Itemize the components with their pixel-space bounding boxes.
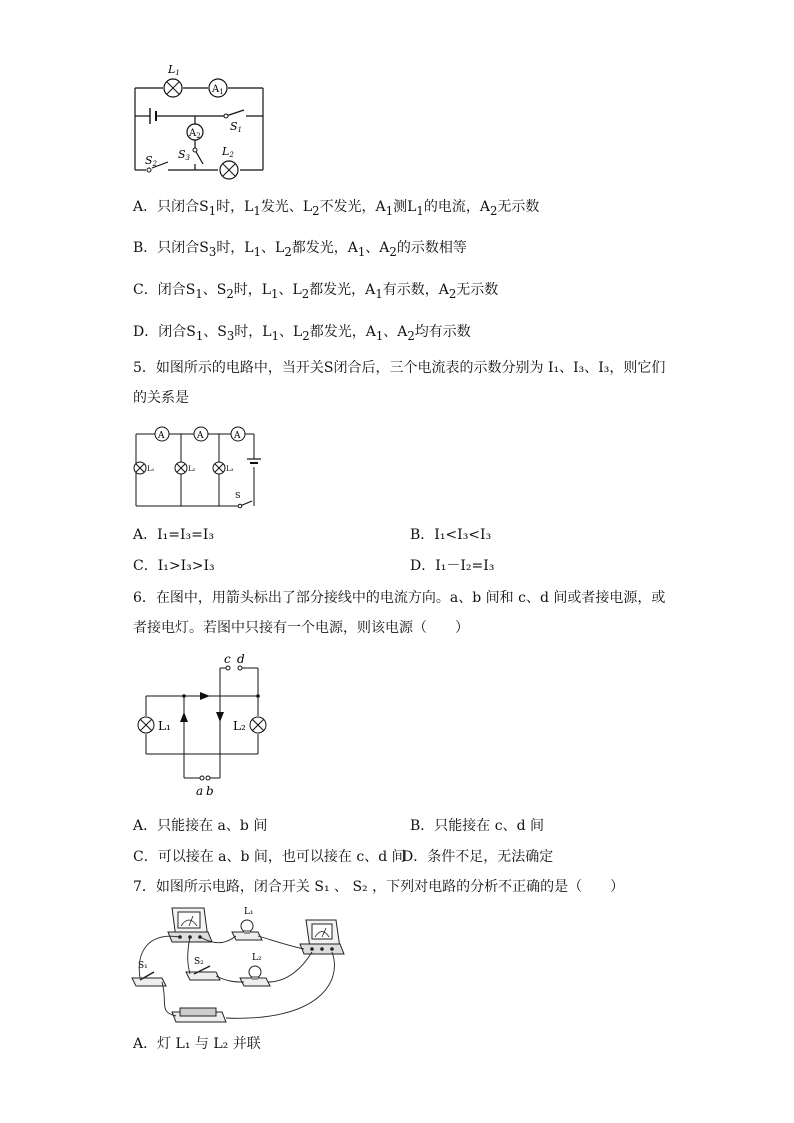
lamp-l2-icon xyxy=(175,462,187,474)
arrow-right-icon xyxy=(200,692,210,700)
svg-text:A1: $A_1$ xyxy=(212,84,224,96)
svg-text:S₁: S₁ xyxy=(138,961,148,971)
q7-stem: 7．如图所示电路，闭合开关 S₁ 、 S₂ ，下列对电路的分析不正确的是（ ） xyxy=(133,879,625,895)
q7-option-a[interactable]: A．灯 L₁ 与 L₂ 并联 xyxy=(133,1036,261,1052)
q5-option-b[interactable]: B．I₁<I₃<I₃ xyxy=(410,527,492,543)
svg-text:L₂: L₂ xyxy=(188,465,196,473)
q6-option-b[interactable]: B．只能接在 c、d 间 xyxy=(410,818,544,834)
q6-stem-line1: 6．在图中，用箭头标出了部分接线中的电流方向。a、b 间和 c、d 间或者接电源，或 xyxy=(133,590,666,606)
ammeter-meter-1-icon xyxy=(168,908,212,942)
svg-text:S3: S3 xyxy=(178,148,191,162)
svg-text:L₂: L₂ xyxy=(233,719,246,733)
battery-icon xyxy=(172,1008,226,1022)
svg-text:S2: S2 xyxy=(145,154,158,168)
svg-text:L₂: L₂ xyxy=(252,953,262,963)
q5-option-a[interactable]: A．I₁=I₃=I₃ xyxy=(133,527,214,543)
q6-option-a[interactable]: A．只能接在 a、b 间 xyxy=(133,818,268,834)
lamp-l1-icon xyxy=(134,462,146,474)
q6-option-d[interactable]: D．条件不足，无法确定 xyxy=(402,849,554,865)
ammeter-1-icon xyxy=(155,427,169,441)
svg-text:b: b xyxy=(206,784,214,798)
svg-text:S₂: S₂ xyxy=(194,957,204,967)
lamp-l3-icon xyxy=(213,462,225,474)
svg-text:L2: L2 xyxy=(222,145,234,159)
bulb-l2-icon xyxy=(240,966,270,986)
q6-stem-line2: 者接电灯。若图中只接有一个电源，则该电源（ ） xyxy=(133,620,469,636)
circuit-figure-q5 xyxy=(128,424,268,512)
switch-s1-icon xyxy=(132,972,166,986)
ammeter-2-icon xyxy=(194,427,208,441)
svg-text:S: S xyxy=(235,491,241,500)
arrow-up-icon xyxy=(180,712,188,722)
svg-text:a: a xyxy=(196,784,204,798)
q5-stem-line2: 的关系是 xyxy=(133,390,189,406)
svg-text:S1: S1 xyxy=(230,120,243,134)
circuit-photo-figure-q7 xyxy=(128,902,358,1032)
svg-text:A2: $A_2$ xyxy=(189,128,201,140)
lamp-l2-icon xyxy=(220,161,238,179)
q4-option-c[interactable]: C．闭合$S_1$、$S_2$时，$L_1$、$L_2$都发光，$A_1$有示数，$A_2$无示数 xyxy=(133,282,499,301)
q4-option-a[interactable]: A．只闭合$S_1$时，$L_1$发光、$L_2$不发光，$A_1$测$L_1$的电流，$A_2$无示数 xyxy=(133,199,540,218)
circuit-figure-q4 xyxy=(128,58,278,188)
svg-text:A: A xyxy=(197,431,204,441)
q5-option-c[interactable]: C．I₁>I₃>I₃ xyxy=(133,558,215,574)
q5-option-d[interactable]: D．I₁－I₂=I₃ xyxy=(410,558,495,574)
lamp-l1-icon xyxy=(164,79,182,97)
arrow-down-icon xyxy=(216,712,224,722)
q6-option-c[interactable]: C．可以接在 a、b 间，也可以接在 c、d 间 xyxy=(133,849,406,865)
q4-option-b[interactable]: B．只闭合$S_3$时，$L_1$、$L_2$都发光，$A_1$、$A_2$的示数相等 xyxy=(133,240,467,259)
q5-stem-line1: 5．如图所示的电路中，当开关S闭合后，三个电流表的示数分别为 I₁、I₃、I₃，则它们 xyxy=(133,360,666,376)
svg-text:L₁: L₁ xyxy=(147,465,155,473)
circuit-figure-q6 xyxy=(130,652,280,802)
svg-text:d: d xyxy=(237,652,245,666)
bulb-l1-icon xyxy=(232,920,262,940)
ammeter-3-icon xyxy=(231,427,245,441)
svg-text:A: A xyxy=(158,431,165,441)
q4-option-d[interactable]: D．闭合$S_1$、$S_3$时，$L_1$、$L_2$都发光，$A_1$、$A_2$均有示数 xyxy=(133,324,471,343)
svg-text:L₃: L₃ xyxy=(226,465,234,473)
svg-text:L₁: L₁ xyxy=(158,719,171,733)
lamp-l2-icon xyxy=(250,717,266,733)
svg-text:L1: L1 xyxy=(168,63,180,77)
svg-text:A: A xyxy=(234,431,241,441)
ammeter-meter-2-icon xyxy=(300,920,344,954)
svg-text:L₁: L₁ xyxy=(244,907,254,917)
lamp-l1-icon xyxy=(138,717,154,733)
switch-s2-icon xyxy=(186,966,220,980)
svg-text:c: c xyxy=(224,652,231,666)
